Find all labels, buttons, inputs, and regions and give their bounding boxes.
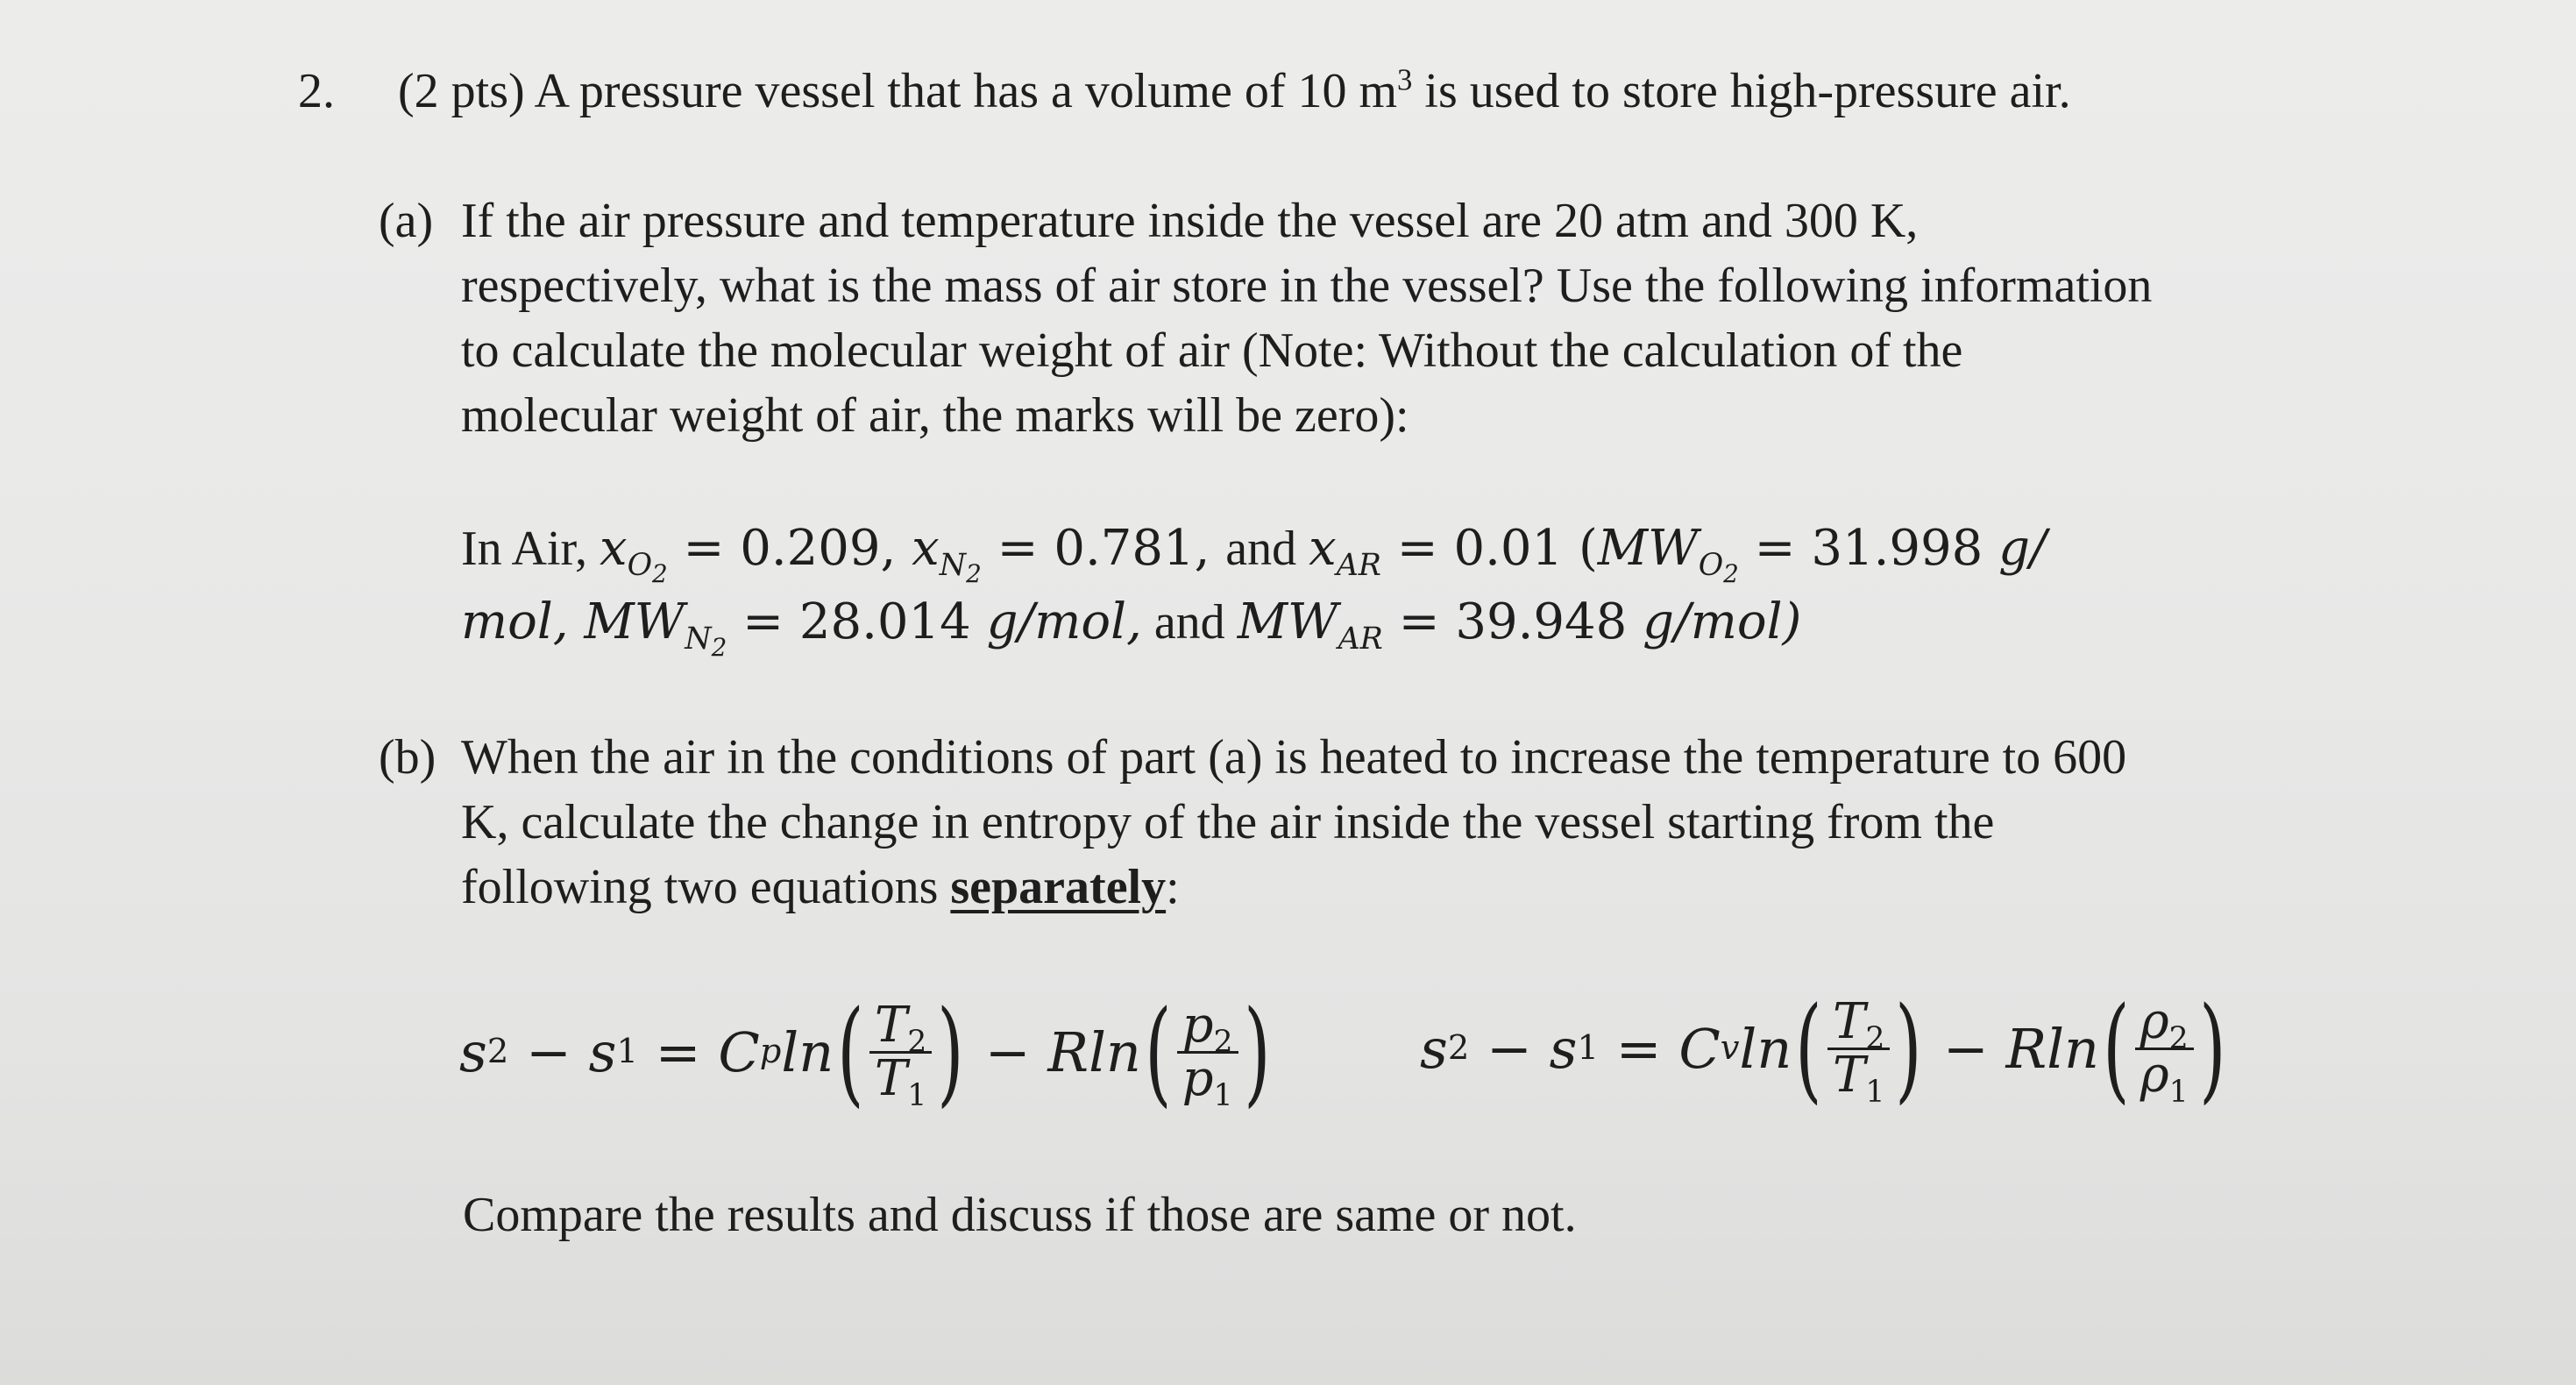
p2-symbol: p xyxy=(1182,996,1214,1054)
t2-symbol: T xyxy=(874,996,908,1054)
x-symbol: x xyxy=(1309,520,1337,577)
t1-symbol: T xyxy=(1832,1046,1866,1104)
mw-n2-sub-2: 2 xyxy=(711,633,727,663)
p1-symbol: p xyxy=(1182,1049,1214,1107)
temperature-ratio xyxy=(869,996,932,1113)
ar-sub: AR xyxy=(1336,548,1381,584)
rln-symbol: Rln xyxy=(1047,1019,1141,1084)
and-word: and xyxy=(1153,595,1238,650)
mw-symbol: MW xyxy=(1597,520,1699,577)
part-a-line-2: respectively, what is the mass of air store in the vessel? Use the following information xyxy=(461,259,2153,313)
x-o2-value: = 0.209, xyxy=(667,520,912,577)
s-symbol: s xyxy=(588,1019,617,1084)
mw-o2-sub-2: 2 xyxy=(1723,559,1739,589)
part-b-label: (b) xyxy=(379,730,436,785)
mw-o2-sub: O xyxy=(1698,548,1724,584)
s-symbol: s xyxy=(1549,1016,1578,1081)
mw-symbol: MW xyxy=(1237,593,1338,650)
minus-sign: − xyxy=(1926,1016,2006,1081)
o2-sub: O xyxy=(627,548,653,584)
open-paren: ( xyxy=(1145,985,1172,1119)
t1-sub: 1 xyxy=(1865,1074,1885,1110)
mw-n2-value: = 28.014 xyxy=(727,593,987,650)
x-symbol: x xyxy=(912,520,940,577)
open-paren: ( xyxy=(1795,982,1822,1115)
colon: : xyxy=(1166,860,1180,914)
part-a-label: (a) xyxy=(379,194,434,248)
mol-unit: mol, xyxy=(461,593,585,650)
rho1-symbol: ρ xyxy=(2140,1046,2169,1104)
part-b-line-3-text: following two equations xyxy=(461,860,951,914)
volume-exponent: 3 xyxy=(1397,62,1413,97)
ln-symbol: ln xyxy=(1739,1016,1792,1081)
x-symbol: x xyxy=(599,520,628,577)
x-n2-value: = 0.781, xyxy=(981,520,1226,577)
open-paren: ( xyxy=(2103,982,2130,1115)
open-paren: ( xyxy=(837,985,864,1119)
n2-sub-2: 2 xyxy=(966,559,982,589)
data-prefix: In Air, xyxy=(461,522,600,576)
mw-ar-sub: AR xyxy=(1338,621,1383,657)
minus-sign: − xyxy=(1469,1016,1550,1081)
equals-sign: = xyxy=(1598,1016,1679,1081)
cv-symbol: C xyxy=(1678,1016,1721,1081)
close-paren: ) xyxy=(1243,985,1271,1119)
rho2-sub: 2 xyxy=(2168,1020,2189,1056)
and-word: and xyxy=(1225,522,1309,576)
cp-symbol: C xyxy=(718,1019,760,1084)
mw-ar-value: = 39.948 xyxy=(1382,593,1643,650)
x-ar-value: = 0.01 ( xyxy=(1380,520,1598,577)
p1-sub: 1 xyxy=(1213,1077,1233,1113)
minus-sign: − xyxy=(508,1019,589,1084)
part-b-line-1: When the air in the conditions of part (a) is heated to increase the temperature to 600 xyxy=(461,730,2127,785)
question-stem: A pressure vessel that has a volume of 10 m xyxy=(534,64,1398,118)
rho2-symbol: ρ xyxy=(2140,992,2169,1050)
equals-sign: = xyxy=(637,1019,719,1084)
part-a-line-1: If the air pressure and temperature inside the vessel are 20 atm and 300 K, xyxy=(461,194,1919,248)
question-number: 2. xyxy=(298,64,335,118)
temperature-ratio xyxy=(1827,992,1890,1110)
question-stem-end: is used to store high-pressure air. xyxy=(1412,64,2071,118)
mole-fraction-line xyxy=(461,519,2047,589)
close-paren: ) xyxy=(2198,982,2226,1115)
o2-sub-2: 2 xyxy=(652,559,668,589)
minus-sign: − xyxy=(968,1019,1048,1084)
p2-sub: 2 xyxy=(1213,1024,1233,1060)
question-points: (2 pts) xyxy=(398,64,525,118)
part-a-line-3: to calculate the molecular weight of air (Note: Without the calculation of the xyxy=(461,323,1963,378)
s-symbol: s xyxy=(1420,1016,1448,1081)
unit-g-mol: g/mol, xyxy=(986,593,1142,650)
t2-sub: 2 xyxy=(907,1024,927,1060)
part-a-line-4: molecular weight of air, the marks will be zero): xyxy=(461,388,1409,443)
unit-g-mol-close: g/mol) xyxy=(1643,593,1802,650)
part-b-line-2: K, calculate the change in entropy of the air inside the vessel starting from the xyxy=(461,795,1995,849)
mw-symbol: MW xyxy=(584,593,685,650)
pressure-ratio xyxy=(1177,996,1238,1113)
density-ratio xyxy=(2135,992,2194,1110)
molecular-weight-line xyxy=(461,593,1802,663)
t2-symbol: T xyxy=(1832,992,1866,1050)
mw-o2-value: = 31.998 xyxy=(1738,520,1999,577)
question-header xyxy=(298,61,2071,121)
mw-n2-sub: N xyxy=(685,621,712,657)
closing-instruction: Compare the results and discuss if those are same or not. xyxy=(463,1188,1577,1242)
t1-sub: 1 xyxy=(907,1077,927,1113)
rho1-sub: 1 xyxy=(2168,1074,2189,1110)
n2-sub: N xyxy=(939,548,967,584)
close-paren: ) xyxy=(1895,982,1922,1115)
unit-g: g/ xyxy=(1998,520,2047,577)
separately-emphasis: separately xyxy=(950,860,1167,914)
entropy-equation-cp: s 2 − s 1 = C p ln ( $\frac{T_2}{T_1}$ ) − Rln ( $\frac{p_2}{p_1}$ ) xyxy=(459,985,1271,1119)
entropy-equation-cv: s 2 − s 1 = C v ln ( $\frac{T_2}{T_1}$ ) − Rln ( $\frac{\rho_2}{\rho_1}$ ) xyxy=(1420,982,2226,1115)
rln-symbol: Rln xyxy=(2005,1016,2099,1081)
t2-sub: 2 xyxy=(1865,1020,1885,1056)
s-symbol: s xyxy=(459,1019,487,1084)
close-paren: ) xyxy=(937,985,964,1119)
ln-symbol: ln xyxy=(781,1019,834,1084)
t1-symbol: T xyxy=(874,1049,908,1107)
part-b-line-3 xyxy=(461,857,1180,917)
